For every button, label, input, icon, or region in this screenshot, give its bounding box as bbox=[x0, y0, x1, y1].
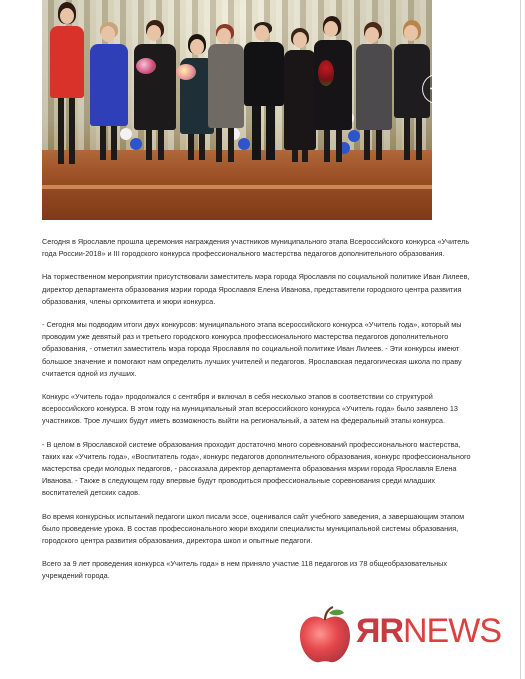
person bbox=[354, 22, 392, 162]
arrow-right-icon bbox=[428, 80, 432, 97]
article-paragraph: Всего за 9 лет проведения конкурса «Учитель года» в нем приняло участие 118 педагогов из 78 общеобразовательных учреждений города. bbox=[42, 559, 447, 581]
person bbox=[312, 16, 352, 164]
site-watermark bbox=[296, 604, 506, 668]
article-paragraph: Сегодня в Ярославле прошла церемония награждения участников муниципального этапа Всероссийского конкурса «Учитель года России-2018» и III городского конкурса профессионального мастерства педагогов дополнительного образования. bbox=[42, 237, 470, 259]
person bbox=[242, 22, 284, 164]
page-scroll-edge bbox=[520, 0, 521, 679]
article-paragraph: - В целом в Ярославской системе образования проходит достаточно много соревнований профессионального мастерства, таких как «Учитель года», «Воспитатель года», конкурс педагогов дополнительного образования, конкурс профессионального мастерства среди молодых педагогов, - рассказала директор департамента образования мэрии города Ярославля Елена Иванова. - Также в следующем году впервые будут проводиться профессиональные соревнования среди младших воспитателей детских садов. bbox=[42, 439, 471, 498]
watermark-prefix: ЯR bbox=[356, 612, 403, 650]
ceremony-photo[interactable] bbox=[42, 0, 432, 220]
article-body bbox=[42, 236, 472, 594]
person bbox=[46, 2, 86, 172]
watermark-wordmark bbox=[356, 612, 501, 651]
article-paragraph: Во время конкурсных испытаний педагоги школ писали эссе, оценивался сайт учебного заведения, а завершающим этапом было проведение урока. В состав профессионального жюри входили специалисты муниципальной системы образования, городского центра развития образования, директора школ и опытные педагоги. bbox=[42, 511, 465, 546]
person bbox=[206, 24, 244, 164]
article-paragraph: Конкурс «Учитель года» продолжался с сентября и включал в себя несколько этапов в соответствии со структурой всероссийского конкурса. В этом году на муниципальный этап всероссийского конкурса «Учитель года» было заявлено 13 участников. Трое лучших будут иметь возможность выйти на региональный, а затем на федеральный этапы конкурса. bbox=[42, 392, 458, 426]
person bbox=[132, 20, 176, 165]
watermark-suffix: NEWS bbox=[403, 612, 501, 650]
person bbox=[88, 22, 128, 162]
article-paragraph: - Сегодня мы подводим итоги двух конкурсов: муниципального этапа всероссийского конкурса «Учитель года», который мы проводим уже девятый раз и третьего городского конкурса профессионального мастерства педагогов дополнительного образования, - отметил заместитель мэра города Ярославля по социальной политике Иван Лилеев. - Эти конкурсы имеют большое значение и помогают нам определить лучших учителей и педагогов. Ярославская педагогическая школа по праву считается одной из лучших. bbox=[42, 320, 462, 378]
stage-edge bbox=[42, 185, 432, 189]
apple-logo-icon bbox=[296, 604, 354, 666]
article-paragraph: На торжественном мероприятии присутствовали заместитель мэра города Ярославля по социальной политике Иван Лилеев, директор департамента образования мэрии города Ярославля Елена Иванова, представители городского центра развития образования, члены оргкомитета и жюри конкурса. bbox=[42, 272, 470, 306]
